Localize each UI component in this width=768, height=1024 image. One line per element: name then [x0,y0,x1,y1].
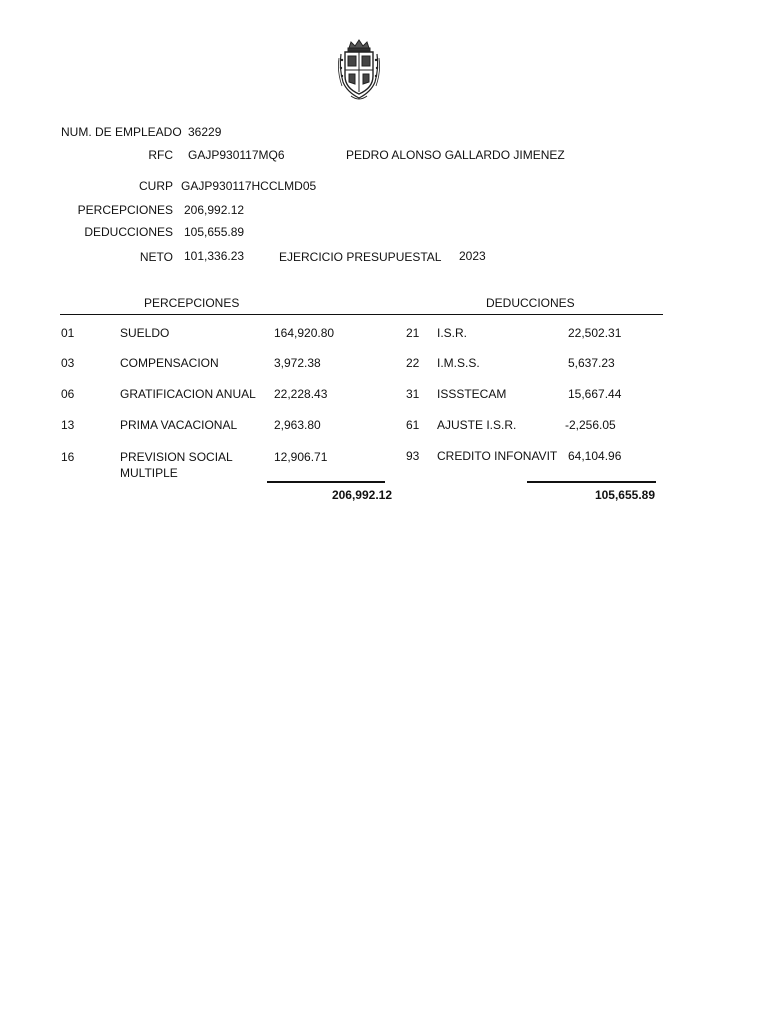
employee-number-label: NUM. DE EMPLEADO [61,125,182,139]
percepciones-header: PERCEPCIONES [144,296,240,310]
percepcion-amount: 164,920.80 [274,326,335,340]
deduccion-amount: 5,637.23 [568,356,615,370]
deducciones-total: 105,655.89 [594,488,655,502]
percepcion-code: 03 [61,356,75,370]
percepcion-amount: 3,972.38 [274,356,321,370]
percepciones-total: 206,992.12 [331,488,392,502]
percepciones-label: PERCEPCIONES [77,203,173,217]
deduccion-concept: I.S.R. [437,326,468,340]
ejercicio-value: 2023 [459,249,486,263]
percepcion-concept-line2: MULTIPLE [120,466,178,480]
neto-value: 101,336.23 [184,249,245,263]
rfc-label: RFC [148,148,173,162]
deduccion-concept: AJUSTE I.S.R. [437,418,517,432]
deduccion-code: 21 [406,326,420,340]
deduccion-code: 61 [406,418,420,432]
curp-label: CURP [138,179,173,193]
deducciones-value: 105,655.89 [184,225,245,239]
header-divider [60,314,663,315]
deducciones-label: DEDUCCIONES [84,225,173,239]
deduccion-code: 22 [406,356,420,370]
deducciones-header: DEDUCCIONES [486,296,575,310]
percepcion-concept: PREVISION SOCIAL [120,450,233,464]
employee-number-value: 36229 [188,125,222,139]
rfc-value: GAJP930117MQ6 [188,148,285,162]
percepcion-amount: 22,228.43 [274,387,328,401]
deducciones-total-rule [527,481,656,483]
percepcion-code: 06 [61,387,75,401]
deduccion-amount: 22,502.31 [568,326,622,340]
deduccion-amount: 15,667.44 [568,387,622,401]
deduccion-code: 31 [406,387,420,401]
deduccion-amount: -2,256.05 [565,418,616,432]
coat-of-arms-seal [337,38,381,102]
percepcion-code: 16 [61,450,75,464]
deduccion-code: 93 [406,449,420,463]
curp-value: GAJP930117HCCLMD05 [181,179,317,193]
percepcion-concept: SUELDO [120,326,170,340]
percepciones-total-rule [267,481,385,483]
deduccion-concept: CREDITO INFONAVIT [437,449,558,463]
percepcion-concept: GRATIFICACION ANUAL [120,387,256,401]
percepcion-concept: PRIMA VACACIONAL [120,418,238,432]
percepcion-amount: 12,906.71 [274,450,328,464]
deduccion-concept: I.M.S.S. [437,356,480,370]
percepciones-value: 206,992.12 [184,203,245,217]
neto-label: NETO [139,250,173,264]
percepcion-concept: COMPENSACION [120,356,219,370]
percepcion-code: 01 [61,326,75,340]
ejercicio-label: EJERCICIO PRESUPUESTAL [279,250,442,264]
percepcion-amount: 2,963.80 [274,418,321,432]
percepcion-code: 13 [61,418,75,432]
deduccion-concept: ISSSTECAM [437,387,507,401]
deduccion-amount: 64,104.96 [568,449,622,463]
employee-name: PEDRO ALONSO GALLARDO JIMENEZ [346,148,565,162]
